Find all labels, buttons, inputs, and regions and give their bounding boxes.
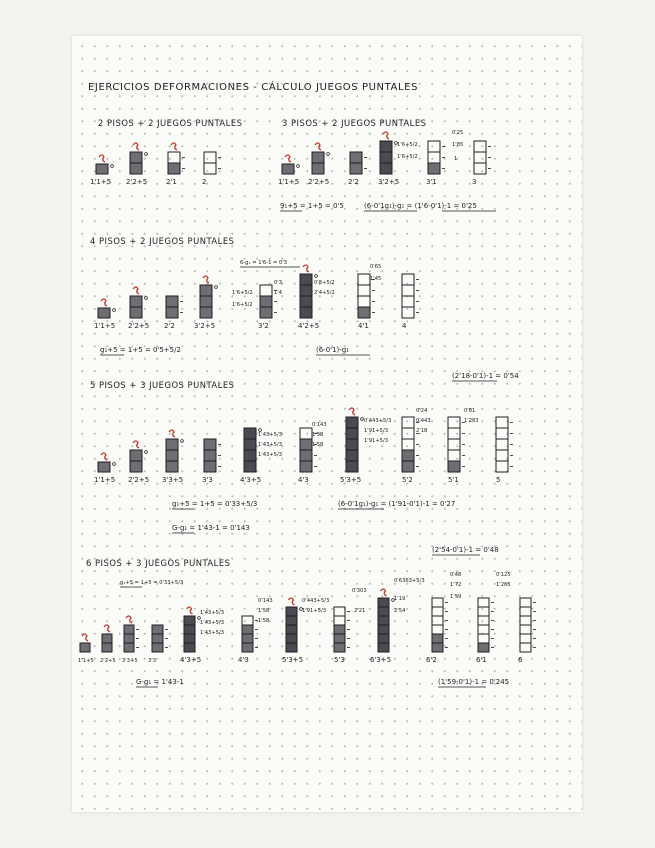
stack-label: 2'2+5 <box>308 178 330 186</box>
section-2-formula-b: (6-0'1g₁)-g₁ = (1'6-0'1)-1 = 0'25 <box>364 202 477 210</box>
section-5-top-formula: (2'54-0'1)-1 = 0'48 <box>432 546 499 554</box>
floor-slab <box>286 607 297 616</box>
floor-slab <box>286 634 297 643</box>
side-value: 1'45 <box>370 276 382 282</box>
floor-slab <box>286 616 297 625</box>
floor-slab <box>520 643 531 652</box>
stack-label: 4'2+5 <box>298 322 320 330</box>
floor-slab <box>478 625 489 634</box>
floor-slab <box>380 152 392 163</box>
floor-slab <box>242 643 253 652</box>
floor-slab <box>402 296 414 307</box>
red-mark <box>285 155 291 162</box>
handwritten-notes <box>72 36 582 812</box>
floor-slab <box>402 307 414 318</box>
side-value: 0'65 <box>370 264 382 270</box>
node-mark <box>145 451 148 454</box>
side-value: 1'4 <box>274 290 283 296</box>
floor-slab <box>166 439 178 450</box>
side-value: 0'303 <box>352 588 367 594</box>
stack-label: 2 <box>202 178 207 186</box>
floor-slab <box>184 616 195 625</box>
section-2-formula-a: 9₁+5 = 1+5 = 0'5 <box>280 202 344 210</box>
side-value: 1'58 <box>258 608 270 614</box>
floor-slab <box>448 461 460 472</box>
floor-slab <box>380 163 392 174</box>
floor-slab <box>204 450 216 461</box>
stack-label: 4 <box>402 322 407 330</box>
section-3-top-formula: 6-g₁ = 1'6-1 = 0'3 <box>240 260 288 266</box>
section-3-formula-b: (6-0'1)-g₁ <box>316 346 350 354</box>
stack-label: 3'3+5 <box>162 476 184 484</box>
node-mark <box>145 153 148 156</box>
floor-slab <box>334 634 345 643</box>
floor-slab <box>130 307 142 318</box>
floor-slab <box>428 163 440 174</box>
side-value: 2'18 <box>416 428 428 434</box>
floor-slab <box>124 643 134 652</box>
floor-slab <box>520 598 531 607</box>
red-mark <box>82 634 88 641</box>
floor-slab <box>478 634 489 643</box>
floor-slab <box>378 598 389 607</box>
floor-slab <box>350 152 362 163</box>
floor-slab <box>130 296 142 307</box>
floor-slab <box>432 607 443 616</box>
side-value: 0'443+5/3 <box>364 418 392 424</box>
stack-label: 1'1+5 <box>94 476 116 484</box>
floor-slab <box>474 141 486 152</box>
red-mark <box>169 430 175 437</box>
side-value: 0'6363+5/3 <box>394 578 425 584</box>
red-mark <box>315 143 321 150</box>
floor-slab <box>204 461 216 472</box>
side-value: 2'54 <box>394 608 406 614</box>
floor-slab <box>358 274 370 285</box>
floor-slab <box>102 634 112 643</box>
node-mark <box>315 275 318 278</box>
side-value: 0'443 <box>416 418 431 424</box>
section-5-formula-c: (1'59-0'1)-1 = 0'245 <box>438 678 510 686</box>
stack-label: 2'2+5 <box>126 178 148 186</box>
section-4-side-values <box>258 408 479 458</box>
floor-slab <box>346 439 358 450</box>
floor-slab <box>168 163 180 174</box>
floor-slab <box>378 625 389 634</box>
floor-slab <box>244 461 256 472</box>
floor-slab <box>242 616 253 625</box>
floor-slab <box>474 163 486 174</box>
red-mark <box>133 143 139 150</box>
floor-slab <box>300 461 312 472</box>
floor-slab <box>168 152 180 163</box>
floor-slab <box>130 152 142 163</box>
floor-slab <box>200 285 212 296</box>
floor-slab <box>402 274 414 285</box>
stack-label: 5'3 <box>334 656 345 664</box>
floor-slab <box>244 439 256 450</box>
floor-slab <box>402 461 414 472</box>
floor-slab <box>350 163 362 174</box>
floor-slab <box>300 285 312 296</box>
node-mark <box>361 418 364 421</box>
stack-label: 6'1 <box>476 656 487 664</box>
side-value: 1'6+5/2 <box>232 290 253 296</box>
floor-slab <box>152 625 163 634</box>
side-value: 1'43+5/3 <box>258 432 283 438</box>
floor-slab <box>312 163 324 174</box>
floor-slab <box>448 450 460 461</box>
floor-slab <box>204 163 216 174</box>
red-mark <box>133 287 139 294</box>
red-mark <box>133 441 139 448</box>
section-4-formula-c: (6-0'1g₁)-g₁ = (1'91-0'1)-1 = 0'27 <box>338 500 456 508</box>
section-1-stacks <box>96 143 221 174</box>
floor-slab <box>334 616 345 625</box>
floor-slab <box>358 285 370 296</box>
section-3-heading: 4 PISOS + 2 JUEGOS PUNTALES <box>90 236 235 246</box>
floor-slab <box>334 607 345 616</box>
side-value: 1 <box>454 156 458 162</box>
red-mark <box>203 276 209 283</box>
floor-slab <box>300 274 312 285</box>
section-5-labels <box>78 656 523 664</box>
stack-label: 4'3+5 <box>180 656 202 664</box>
side-value: 1'43+5/3 <box>258 442 283 448</box>
floor-slab <box>260 296 272 307</box>
section-5-formula-b: G-g₁ = 1'43-1 <box>136 678 184 686</box>
section-2-labels <box>278 178 476 186</box>
floor-slab <box>200 296 212 307</box>
section-3-formula-c: (2'18-0'1)-1 = 0'54 <box>452 372 519 380</box>
floor-slab <box>334 625 345 634</box>
floor-slab <box>98 308 110 318</box>
stack-label: 3'3 <box>202 476 213 484</box>
floor-slab <box>428 152 440 163</box>
stack-label: 6'2 <box>426 656 437 664</box>
floor-slab <box>124 625 134 634</box>
floor-slab <box>478 598 489 607</box>
stack-label: 6'3+5 <box>370 656 392 664</box>
floor-slab <box>334 643 345 652</box>
floor-slab <box>184 634 195 643</box>
stack-label: 2'2+5 <box>128 476 150 484</box>
section-3-formula-a: g₁+5 = 1+5 = 0'5+5/2 <box>100 346 181 354</box>
stack-label: 2'2 <box>164 322 175 330</box>
section-4-labels <box>94 476 500 484</box>
floor-slab <box>478 607 489 616</box>
floor-slab <box>402 450 414 461</box>
stack-label: 1'1+5 <box>278 178 300 186</box>
node-mark <box>181 440 184 443</box>
floor-slab <box>346 428 358 439</box>
floor-slab <box>260 307 272 318</box>
floor-slab <box>496 428 508 439</box>
side-value: 0'143 <box>312 422 327 428</box>
section-5-heading: 6 PISOS + 3 JUEGOS PUNTALES <box>86 558 231 568</box>
side-value: 1'91+5/3 <box>302 608 327 614</box>
stack-label: 3 <box>472 178 477 186</box>
side-value: 1'6+5/2 <box>397 154 418 160</box>
side-value: 0'443+5/3 <box>302 598 330 604</box>
floor-slab <box>242 625 253 634</box>
side-value: 1'85 <box>452 142 464 148</box>
floor-slab <box>432 598 443 607</box>
side-value: 0'143 <box>258 598 273 604</box>
floor-slab <box>130 450 142 461</box>
floor-slab <box>300 428 312 439</box>
stack-label: 3'1 <box>426 178 437 186</box>
floor-slab <box>312 152 324 163</box>
floor-slab <box>474 152 486 163</box>
stack-label: 5'3+5 <box>282 656 304 664</box>
floor-slab <box>402 417 414 428</box>
red-mark <box>349 408 355 415</box>
side-value: 1'43+5/3 <box>258 452 283 458</box>
side-value: 0'3 <box>274 280 283 286</box>
floor-slab <box>402 428 414 439</box>
side-value: 1'58 <box>258 618 270 624</box>
section-4-stacks <box>98 408 513 472</box>
floor-slab <box>200 307 212 318</box>
node-mark <box>215 286 218 289</box>
section-1-labels <box>90 178 206 186</box>
floor-slab <box>98 462 110 472</box>
red-mark <box>381 589 387 596</box>
floor-slab <box>152 643 163 652</box>
side-value: 1'58 <box>312 432 324 438</box>
stack-label: 4'1 <box>358 322 369 330</box>
floor-slab <box>346 461 358 472</box>
side-value: 1'91+5/3 <box>364 428 389 434</box>
floor-slab <box>244 450 256 461</box>
section-2-stacks <box>282 132 491 174</box>
red-mark <box>101 299 107 306</box>
side-value: 1'58 <box>312 442 324 448</box>
floor-slab <box>496 461 508 472</box>
floor-slab <box>300 439 312 450</box>
floor-slab <box>432 616 443 625</box>
floor-slab <box>378 634 389 643</box>
side-value: 0'48 <box>450 572 462 578</box>
side-value: 0'24 <box>416 408 428 414</box>
floor-slab <box>448 417 460 428</box>
node-mark <box>327 153 330 156</box>
side-value: 1'43+5/3 <box>200 630 225 636</box>
side-value: 0'81 <box>464 408 476 414</box>
floor-slab <box>286 625 297 634</box>
side-value: 1'43+5/3 <box>200 610 225 616</box>
stack-label: 1'1+5 <box>78 658 94 664</box>
section-3-stacks <box>98 265 419 318</box>
node-mark <box>198 617 201 620</box>
section-4-formula-b: G-g₁ = 1'43-1 = 0'143 <box>172 524 250 532</box>
floor-slab <box>184 643 195 652</box>
section-5-formula-a: g₁+5 = 1+5 = 0'33+5/3 <box>120 580 184 586</box>
section-2-side-values <box>397 130 463 162</box>
side-value: 1'6+5/2 <box>397 142 418 148</box>
side-value: 1'19 <box>394 596 406 602</box>
stack-label: 5'2 <box>402 476 413 484</box>
floor-slab <box>432 634 443 643</box>
floor-slab <box>124 634 134 643</box>
floor-slab <box>242 634 253 643</box>
red-mark <box>289 598 295 605</box>
floor-slab <box>520 607 531 616</box>
section-4-formula-a: g₁+5 = 1+5 = 0'33+5/3 <box>172 500 258 508</box>
floor-slab <box>166 450 178 461</box>
floor-slab <box>244 428 256 439</box>
floor-slab <box>520 634 531 643</box>
floor-slab <box>496 450 508 461</box>
section-3-labels <box>94 322 407 330</box>
floor-slab <box>166 461 178 472</box>
section-1-heading: 2 PISOS + 2 JUEGOS PUNTALES <box>98 118 243 128</box>
side-value: 0'25 <box>452 130 464 136</box>
floor-slab <box>204 152 216 163</box>
red-mark <box>303 265 309 272</box>
floor-slab <box>152 634 163 643</box>
floor-slab <box>282 164 294 174</box>
stack-label: 4'3 <box>238 656 249 664</box>
stack-label: 1'1+5 <box>90 178 112 186</box>
floor-slab <box>80 643 90 652</box>
floor-slab <box>166 296 178 307</box>
node-mark <box>111 165 114 168</box>
floor-slab <box>380 141 392 152</box>
side-value: 2'4+5/2 <box>314 290 335 296</box>
floor-slab <box>102 643 112 652</box>
side-value: 0'8+5/2 <box>314 280 335 286</box>
floor-slab <box>260 285 272 296</box>
floor-slab <box>432 643 443 652</box>
side-value: 1'6+5/2 <box>232 302 253 308</box>
side-value: 1'72 <box>450 582 462 588</box>
node-mark <box>145 297 148 300</box>
stack-label: 5'1 <box>448 476 459 484</box>
floor-slab <box>402 285 414 296</box>
side-value: 1'265 <box>496 582 511 588</box>
floor-slab <box>378 643 389 652</box>
red-mark <box>383 132 389 139</box>
notebook-page <box>72 36 582 812</box>
stack-label: 3'2 <box>258 322 269 330</box>
side-value: 1'43+5/3 <box>200 620 225 626</box>
stack-label: 2'2+5 <box>128 322 150 330</box>
side-value: 1'91+5/3 <box>364 438 389 444</box>
stack-label: 1'1+5 <box>94 322 116 330</box>
floor-slab <box>448 428 460 439</box>
stack-label: 5 <box>496 476 501 484</box>
floor-slab <box>496 417 508 428</box>
stack-label: 3'2+5 <box>378 178 400 186</box>
node-mark <box>113 309 116 312</box>
floor-slab <box>520 616 531 625</box>
stack-label: 2'2+5 <box>100 658 116 664</box>
side-value: 1'59 <box>450 594 462 600</box>
floor-slab <box>448 439 460 450</box>
floor-slab <box>96 164 108 174</box>
floor-slab <box>432 625 443 634</box>
side-value: 0'125 <box>496 572 511 578</box>
stack-label: 5'3+5 <box>340 476 362 484</box>
floor-slab <box>184 625 195 634</box>
section-2-heading: 3 PISOS + 2 JUEGOS PUNTALES <box>282 118 427 128</box>
floor-slab <box>204 439 216 450</box>
floor-slab <box>520 625 531 634</box>
red-mark <box>126 616 132 623</box>
red-mark <box>187 607 193 614</box>
stack-label: 4'3 <box>298 476 309 484</box>
stack-label: 3'3+5 <box>122 658 138 664</box>
floor-slab <box>478 616 489 625</box>
side-value: 2'21 <box>354 608 366 614</box>
floor-slab <box>130 163 142 174</box>
stack-label: 2'1 <box>166 178 177 186</box>
stack-label: 4'3+5 <box>240 476 262 484</box>
node-mark <box>297 165 300 168</box>
stack-label: 3'2+5 <box>194 322 216 330</box>
floor-slab <box>496 439 508 450</box>
red-mark <box>104 625 110 632</box>
floor-slab <box>346 450 358 461</box>
floor-slab <box>286 643 297 652</box>
floor-slab <box>358 307 370 318</box>
red-mark <box>99 155 105 162</box>
floor-slab <box>358 296 370 307</box>
section-4-heading: 5 PISOS + 3 JUEGOS PUNTALES <box>90 380 235 390</box>
node-mark <box>259 429 262 432</box>
stack-label: 6 <box>518 656 523 664</box>
red-mark <box>101 453 107 460</box>
red-mark <box>171 143 177 150</box>
floor-slab <box>346 417 358 428</box>
floor-slab <box>378 616 389 625</box>
floor-slab <box>300 450 312 461</box>
floor-slab <box>478 643 489 652</box>
floor-slab <box>130 461 142 472</box>
node-mark <box>113 463 116 466</box>
floor-slab <box>166 307 178 318</box>
page-title: EJERCICIOS DEFORMACIONES - CÁLCULO JUEGOS PUNTALES <box>88 82 419 93</box>
stack-label: 3'3 <box>148 658 157 664</box>
floor-slab <box>428 141 440 152</box>
floor-slab <box>300 296 312 307</box>
floor-slab <box>378 607 389 616</box>
floor-slab <box>300 307 312 318</box>
stack-label: 2'2 <box>348 178 359 186</box>
side-value: 1'283 <box>464 418 479 424</box>
floor-slab <box>402 439 414 450</box>
